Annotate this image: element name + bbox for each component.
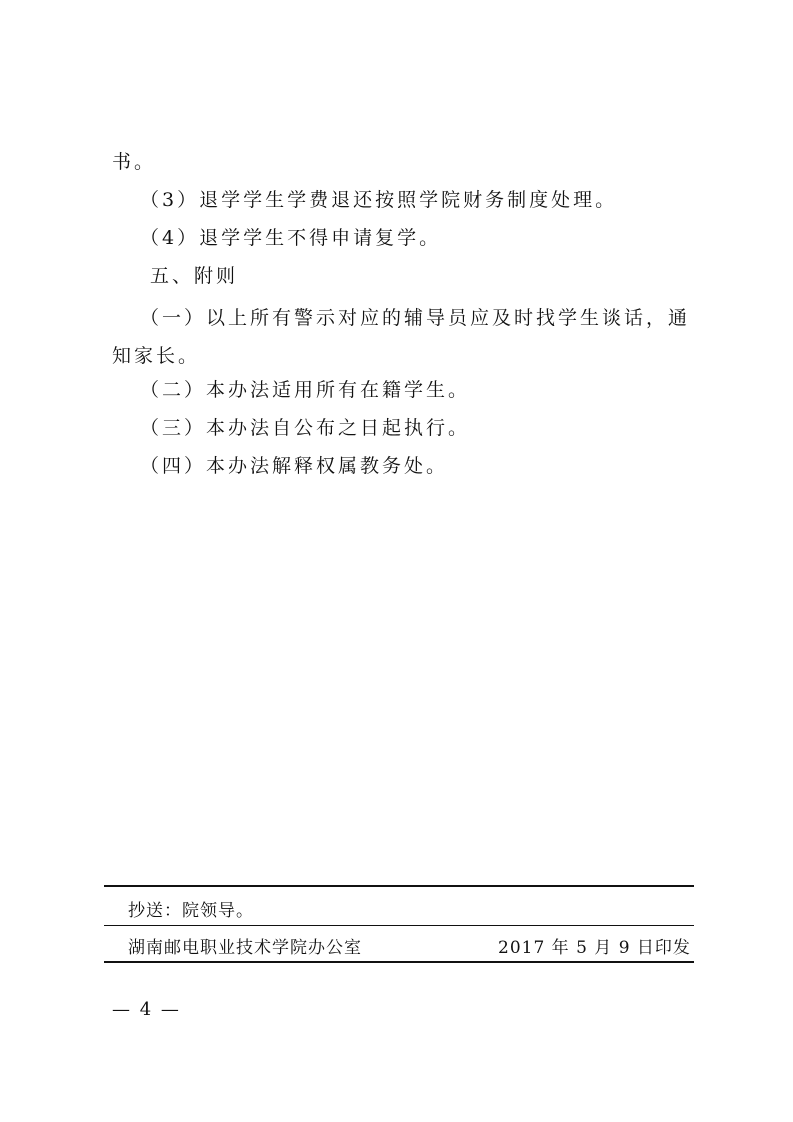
section-heading: 五、附则 (150, 265, 239, 287)
paragraph-warning-notice: （一）以上所有警示对应的辅导员应及时找学生谈话，通知家长。 (112, 307, 691, 367)
paragraph-effective: （三）本办法自公布之日起执行。 (140, 417, 471, 439)
footer-top-rule (104, 885, 694, 887)
footer-cc: 抄送：院领导。 (128, 901, 254, 921)
body-line-continuation: 书。 (112, 151, 157, 173)
body-line-refund: （3）退学学生学费退还按照学院财务制度处理。 (140, 189, 618, 211)
footer-middle-rule (104, 925, 694, 926)
paragraph-scope: （二）本办法适用所有在籍学生。 (140, 379, 471, 401)
paragraph-interpretation: （四）本办法解释权属教务处。 (140, 455, 449, 477)
footer-bottom-rule (104, 961, 694, 963)
page-number: — 4 — (112, 999, 181, 1020)
body-line-no-readmission: （4）退学学生不得申请复学。 (140, 227, 442, 249)
footer-issuer: 湖南邮电职业技术学院办公室 (128, 938, 362, 958)
footer-issue-date: 2017 年 5 月 9 日印发 (498, 938, 691, 958)
